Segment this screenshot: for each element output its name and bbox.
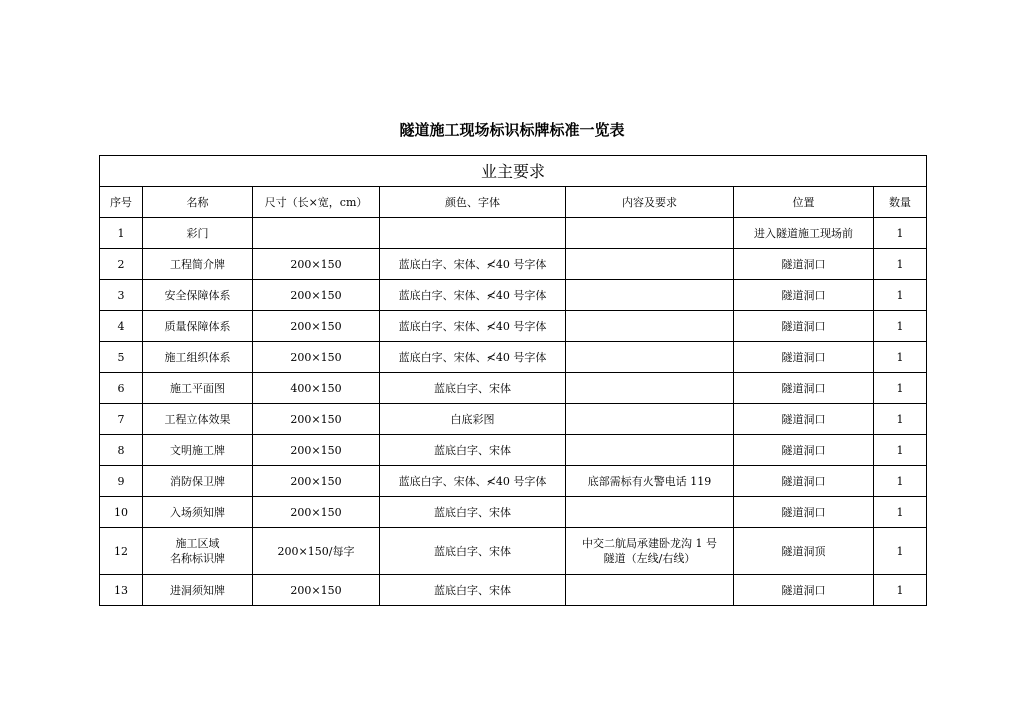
- table-row: [100, 280, 927, 311]
- cell-content: 底部需标有火警电话 119: [566, 466, 734, 497]
- cell-no: 8: [100, 435, 143, 466]
- cell-no: 13: [100, 575, 143, 606]
- cell-quantity: 1: [874, 249, 927, 280]
- cell-color-font: 白底彩图: [380, 404, 566, 435]
- table-row: [100, 575, 927, 606]
- cell-no: 4: [100, 311, 143, 342]
- cell-color-font: 蓝底白字、宋体: [380, 373, 566, 404]
- cell-name: 进洞须知牌: [143, 575, 253, 606]
- table-row: [100, 249, 927, 280]
- cell-size: 200×150/每字: [253, 528, 380, 575]
- cell-content: [566, 249, 734, 280]
- cell-location: 隧道洞顶: [734, 528, 874, 575]
- cell-quantity: 1: [874, 497, 927, 528]
- cell-content: [566, 373, 734, 404]
- cell-no: 12: [100, 528, 143, 575]
- table-row: [100, 528, 927, 575]
- cell-name: [143, 528, 253, 575]
- cell-color-font: 蓝底白字、宋体: [380, 575, 566, 606]
- cell-color-font: 蓝底白字、宋体: [380, 528, 566, 575]
- cell-name-line: 名称标识牌: [170, 552, 225, 565]
- table-row: [100, 218, 927, 249]
- cell-content: [566, 497, 734, 528]
- cell-size: 200×150: [253, 497, 380, 528]
- cell-color-font: 蓝底白字、宋体、≮40 号字体: [380, 311, 566, 342]
- cell-location: 隧道洞口: [734, 497, 874, 528]
- cell-location: 隧道洞口: [734, 435, 874, 466]
- cell-content: [566, 218, 734, 249]
- cell-name: 安全保障体系: [143, 280, 253, 311]
- cell-location: 隧道洞口: [734, 311, 874, 342]
- column-header-row: [100, 187, 927, 218]
- cell-quantity: 1: [874, 311, 927, 342]
- cell-no: 1: [100, 218, 143, 249]
- cell-no: 9: [100, 466, 143, 497]
- cell-location: 隧道洞口: [734, 373, 874, 404]
- cell-quantity: 1: [874, 528, 927, 575]
- cell-size: 200×150: [253, 311, 380, 342]
- cell-location: 隧道洞口: [734, 466, 874, 497]
- cell-name: 文明施工牌: [143, 435, 253, 466]
- document-title: 隧道施工现场标识标牌标准一览表: [399, 121, 625, 139]
- cell-name-line: 施工区域: [175, 537, 220, 550]
- cell-name: 工程简介牌: [143, 249, 253, 280]
- cell-name: 彩门: [143, 218, 253, 249]
- cell-location: 隧道洞口: [734, 280, 874, 311]
- table-row: [100, 497, 927, 528]
- cell-no: 3: [100, 280, 143, 311]
- cell-size: 200×150: [253, 435, 380, 466]
- cell-quantity: 1: [874, 280, 927, 311]
- cell-location: 进入隧道施工现场前: [734, 218, 874, 249]
- cell-name: 质量保障体系: [143, 311, 253, 342]
- cell-no: 10: [100, 497, 143, 528]
- cell-size: 200×150: [253, 404, 380, 435]
- cell-name: 入场须知牌: [143, 497, 253, 528]
- cell-content-line: 中交二航局承建卧龙沟 1 号: [582, 537, 717, 550]
- cell-size: [253, 218, 380, 249]
- cell-name: 工程立体效果: [143, 404, 253, 435]
- cell-no: 6: [100, 373, 143, 404]
- cell-content: [566, 280, 734, 311]
- cell-name: 消防保卫牌: [143, 466, 253, 497]
- cell-location: 隧道洞口: [734, 249, 874, 280]
- cell-name: 施工组织体系: [143, 342, 253, 373]
- cell-content: [566, 435, 734, 466]
- cell-color-font: 蓝底白字、宋体: [380, 497, 566, 528]
- column-header-color-font: 颜色、字体: [380, 187, 566, 218]
- cell-name: 施工平面图: [143, 373, 253, 404]
- column-header-quantity: 数量: [874, 187, 927, 218]
- table-row: [100, 311, 927, 342]
- cell-no: 5: [100, 342, 143, 373]
- cell-location: 隧道洞口: [734, 342, 874, 373]
- cell-color-font: 蓝底白字、宋体、≮40 号字体: [380, 342, 566, 373]
- cell-quantity: 1: [874, 342, 927, 373]
- signage-standards-table: [99, 155, 927, 606]
- cell-content: [566, 342, 734, 373]
- cell-size: 200×150: [253, 575, 380, 606]
- table-row: [100, 373, 927, 404]
- cell-content: [566, 311, 734, 342]
- table-row: [100, 342, 927, 373]
- section-title: 业主要求: [100, 156, 927, 187]
- table-row: [100, 404, 927, 435]
- cell-content: [566, 528, 734, 575]
- cell-size: 200×150: [253, 466, 380, 497]
- column-header-name: 名称: [143, 187, 253, 218]
- cell-content: [566, 404, 734, 435]
- cell-color-font: [380, 218, 566, 249]
- table-row: [100, 466, 927, 497]
- section-header-row: [100, 156, 927, 187]
- cell-size: 400×150: [253, 373, 380, 404]
- cell-content: [566, 575, 734, 606]
- cell-quantity: 1: [874, 575, 927, 606]
- column-header-location: 位置: [734, 187, 874, 218]
- column-header-content: 内容及要求: [566, 187, 734, 218]
- cell-quantity: 1: [874, 435, 927, 466]
- cell-size: 200×150: [253, 342, 380, 373]
- cell-location: 隧道洞口: [734, 575, 874, 606]
- cell-quantity: 1: [874, 466, 927, 497]
- cell-color-font: 蓝底白字、宋体、≮40 号字体: [380, 466, 566, 497]
- cell-size: 200×150: [253, 280, 380, 311]
- cell-quantity: 1: [874, 218, 927, 249]
- cell-quantity: 1: [874, 373, 927, 404]
- cell-content-line: 隧道（左线/右线）: [603, 552, 696, 565]
- cell-no: 2: [100, 249, 143, 280]
- cell-quantity: 1: [874, 404, 927, 435]
- cell-color-font: 蓝底白字、宋体、≮40 号字体: [380, 249, 566, 280]
- cell-color-font: 蓝底白字、宋体: [380, 435, 566, 466]
- cell-size: 200×150: [253, 249, 380, 280]
- cell-no: 7: [100, 404, 143, 435]
- column-header-size: 尺寸（长×宽，cm）: [253, 187, 380, 218]
- column-header-no: 序号: [100, 187, 143, 218]
- cell-location: 隧道洞口: [734, 404, 874, 435]
- table-row: [100, 435, 927, 466]
- cell-color-font: 蓝底白字、宋体、≮40 号字体: [380, 280, 566, 311]
